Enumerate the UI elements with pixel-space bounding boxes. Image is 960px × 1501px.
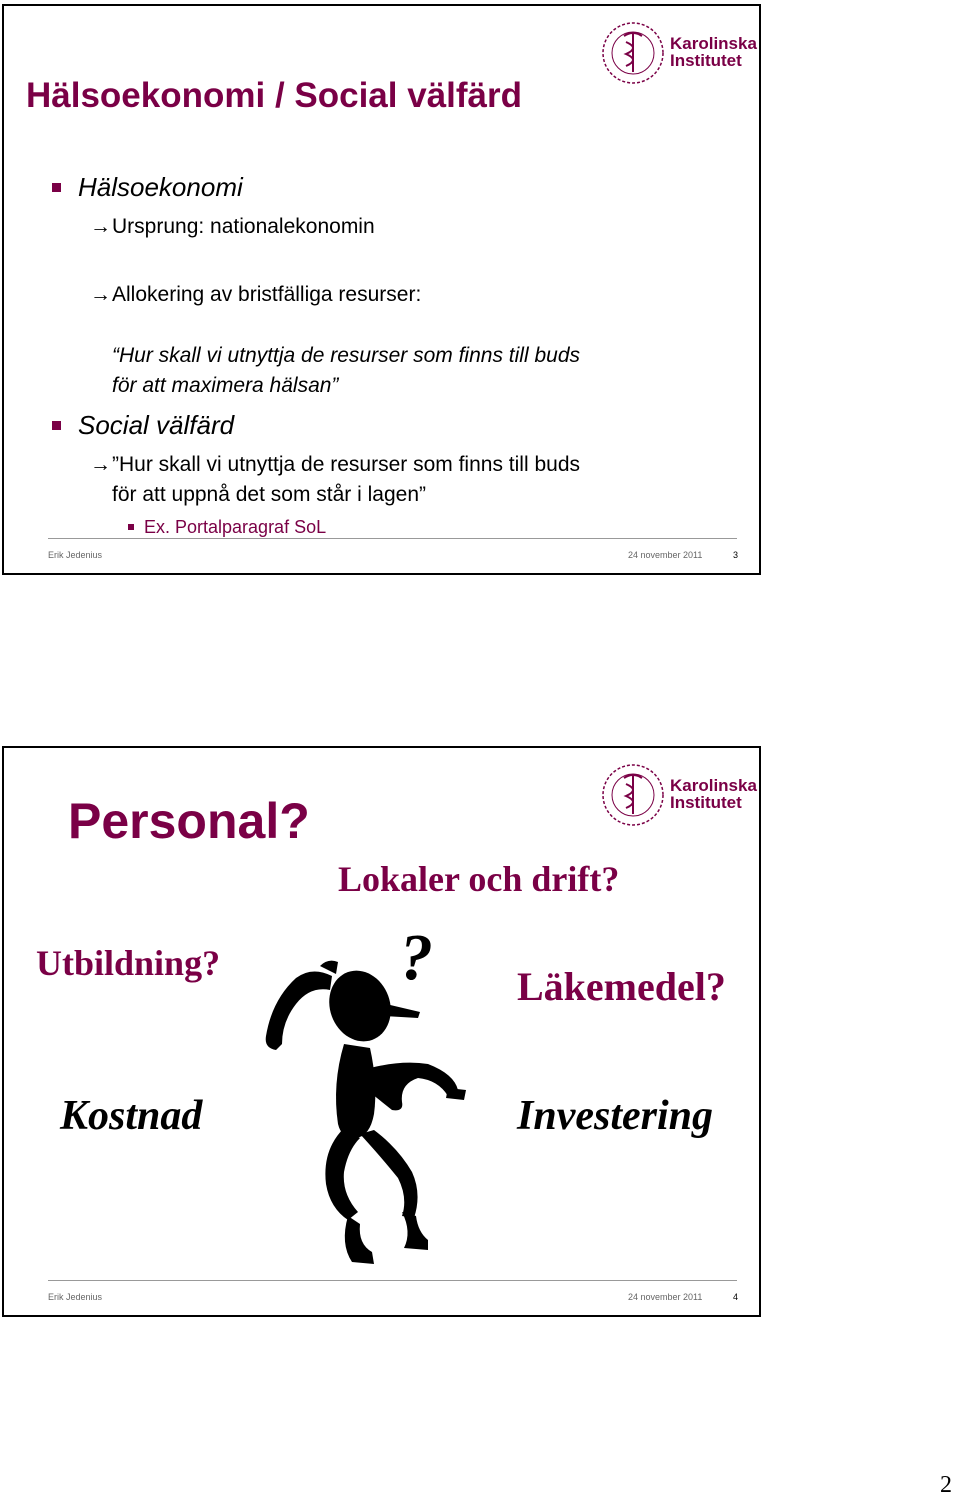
logo-line2: Institutet bbox=[670, 51, 742, 70]
word-personal: Personal? bbox=[68, 793, 310, 849]
bullet-haelsoekonomi: Hälsoekonomi bbox=[78, 172, 243, 202]
footer-page-number: 4 bbox=[733, 1292, 739, 1302]
question-mark: ? bbox=[400, 921, 433, 994]
footer-author: Erik Jedenius bbox=[48, 550, 103, 560]
thinking-man-icon bbox=[252, 944, 492, 1274]
arrow-icon: → bbox=[90, 283, 111, 306]
arrow-item-hur-line-2: för att uppnå det som står i lagen” bbox=[112, 483, 427, 506]
footer-divider bbox=[48, 538, 737, 539]
arrow-icon: → bbox=[90, 453, 111, 476]
footer-divider bbox=[48, 1280, 737, 1281]
karolinska-seal-icon bbox=[600, 20, 666, 86]
quote-line-1: “Hur skall vi utnyttja de resurser som finns till buds bbox=[112, 344, 580, 367]
page-number: 2 bbox=[940, 1472, 952, 1498]
arrow-item-allokering: Allokering av bristfälliga resurser: bbox=[112, 283, 422, 306]
bullet-square-icon bbox=[52, 183, 61, 192]
logo-line2: Institutet bbox=[670, 793, 742, 812]
footer-date: 24 november 2011 bbox=[628, 550, 703, 560]
karolinska-logo bbox=[600, 762, 757, 830]
arrow-item-ursprung: Ursprung: nationalekonomin bbox=[112, 215, 375, 238]
slide-4 bbox=[2, 746, 761, 1317]
logo-line1: Karolinska bbox=[670, 34, 757, 53]
arrow-icon: → bbox=[90, 215, 111, 238]
slide-3 bbox=[2, 4, 761, 575]
bullet-social-valfard: Social välfärd bbox=[78, 410, 235, 440]
quote-line-2: för att maximera hälsan” bbox=[112, 374, 339, 397]
footer-date: 24 november 2011 bbox=[628, 1292, 703, 1302]
karolinska-seal-icon bbox=[600, 762, 666, 828]
arrow-item-hur-line-1: ”Hur skall vi utnyttja de resurser som finns till buds bbox=[112, 453, 580, 476]
logo-line1: Karolinska bbox=[670, 776, 757, 795]
word-investering: Investering bbox=[517, 1093, 714, 1139]
word-kostnad: Kostnad bbox=[60, 1093, 203, 1139]
slide-title: Hälsoekonomi / Social välfärd bbox=[26, 76, 522, 115]
word-lokaler-och-drift: Lokaler och drift? bbox=[338, 859, 620, 899]
footer-author: Erik Jedenius bbox=[48, 1292, 103, 1302]
word-lakemedel: Läkemedel? bbox=[517, 964, 726, 1009]
footer-page-number: 3 bbox=[733, 550, 739, 560]
bullet-square-icon bbox=[52, 421, 61, 430]
word-utbildning: Utbildning? bbox=[36, 943, 221, 983]
sub-bullet-square-icon bbox=[128, 524, 134, 530]
karolinska-logo bbox=[600, 20, 757, 88]
sub-bullet-portalparagraf: Ex. Portalparagraf SoL bbox=[144, 517, 327, 537]
